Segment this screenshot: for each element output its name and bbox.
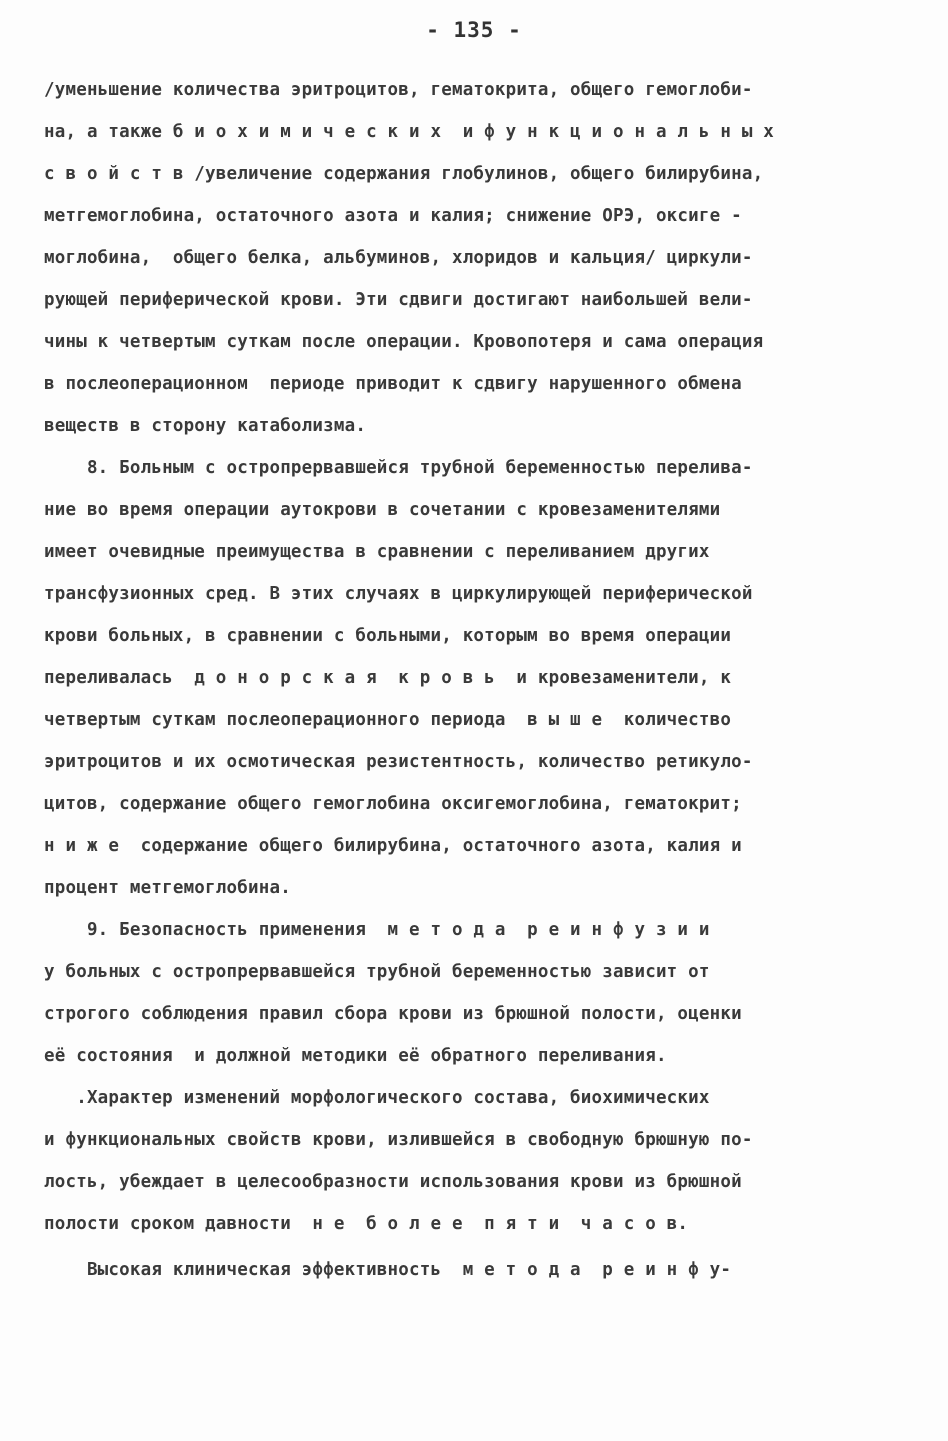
- text-line: имеет очевидные преимущества в сравнении с переливанием других: [44, 542, 710, 562]
- text-line: .Характер изменений морфологического состава, биохимических: [44, 1088, 710, 1108]
- text-line: лость, убеждает в целесообразности использования крови из брюшной: [44, 1172, 742, 1192]
- page-number: - 135 -: [426, 18, 522, 42]
- text-line: на, а также б и о х и м и ч е с к и х и ф у н к ц и о н а л ь н ы х: [44, 122, 775, 142]
- text-line: н и ж е содержание общего билирубина, остаточного азота, калия и: [44, 836, 742, 856]
- text-line: Высокая клиническая эффективность м е т о д а р е и н ф у-: [44, 1260, 732, 1280]
- text-line: 8. Больным с остропрервавшейся трубной беременностью перелива-: [44, 458, 753, 478]
- text-line: с в о й с т в /увеличение содержания глобулинов, общего билирубина,: [44, 164, 764, 184]
- text-line: и функциональных свойств крови, излившейся в свободную брюшную по-: [44, 1130, 753, 1150]
- text-line: крови больных, в сравнении с больными, которым во время операции: [44, 626, 732, 646]
- text-line: моглобина, общего белка, альбуминов, хлоридов и кальция/ циркули-: [44, 248, 753, 268]
- text-line: у больных с остропрервавшейся трубной беременностью зависит от: [44, 962, 710, 982]
- text-line: рующей периферической крови. Эти сдвиги достигают наибольшей вели-: [44, 290, 753, 310]
- text-line: чины к четвертым суткам после операции. Кровопотеря и сама операция: [44, 332, 764, 352]
- text-line: веществ в сторону катаболизма.: [44, 416, 367, 436]
- text-line: полости сроком давности н е б о л е е п я т и ч а с о в.: [44, 1214, 689, 1234]
- text-line: 9. Безопасность применения м е т о д а р е и н ф у з и и: [44, 920, 710, 940]
- text-line: её состояния и должной методики её обратного переливания.: [44, 1046, 667, 1066]
- text-line: трансфузионных сред. В этих случаях в циркулирующей периферической: [44, 584, 753, 604]
- text-line: цитов, содержание общего гемоглобина оксигемоглобина, гематокрит;: [44, 794, 742, 814]
- text-line: процент метгемоглобина.: [44, 878, 291, 898]
- text-line: эритроцитов и их осмотическая резистентность, количество ретикуло-: [44, 752, 753, 772]
- text-line: строгого соблюдения правил сбора крови из брюшной полости, оценки: [44, 1004, 742, 1024]
- text-line: четвертым суткам послеоперационного периода в ы ш е количество: [44, 710, 732, 730]
- text-line: метгемоглобина, остаточного азота и калия; снижение ОРЭ, оксиге -: [44, 206, 742, 226]
- text-line: /уменьшение количества эритроцитов, гематокрита, общего гемоглоби-: [44, 80, 753, 100]
- text-line: ние во время операции аутокрови в сочетании с кровезаменителями: [44, 500, 721, 520]
- text-line: в послеоперационном периоде приводит к сдвигу нарушенного обмена: [44, 374, 742, 394]
- text-line: переливалась д о н о р с к а я к р о в ь и кровезаменители, к: [44, 668, 732, 688]
